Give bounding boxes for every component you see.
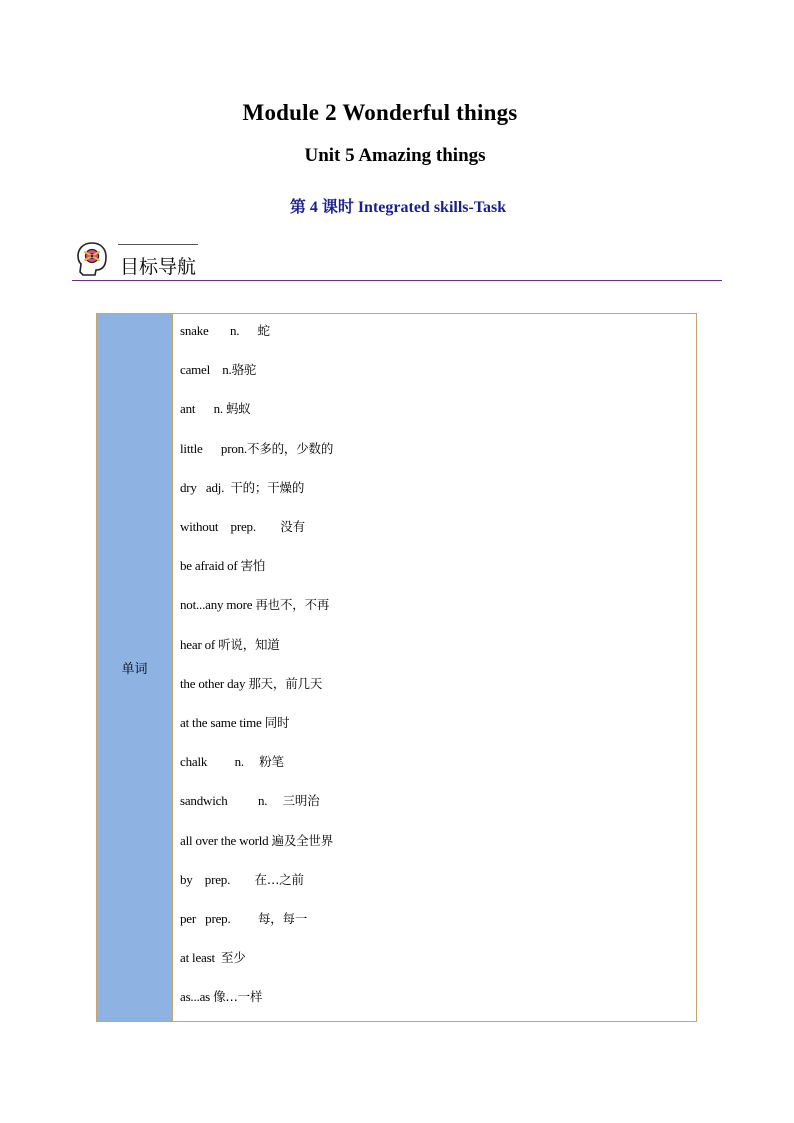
vocabulary-word: by prep. (180, 871, 255, 887)
vocabulary-item (180, 831, 333, 851)
vocabulary-word: without prep. (180, 519, 281, 534)
brain-gear-icon (74, 240, 110, 278)
vocabulary-word: not...any more (180, 597, 256, 613)
vocabulary-item (180, 791, 320, 811)
vocabulary-item (180, 713, 289, 733)
vocabulary-item (180, 870, 304, 890)
vocabulary-table (96, 313, 697, 1022)
vocabulary-meaning: 像…一样 (213, 989, 263, 1005)
vocabulary-word: little pron. (180, 440, 248, 456)
vocabulary-meaning: 再也不，不再 (255, 597, 330, 613)
vocabulary-word: at least (180, 950, 221, 966)
section-title: 目标导航 (120, 256, 197, 278)
vocabulary-meaning: 遍及全世界 (271, 832, 334, 848)
vocabulary-item (180, 752, 284, 772)
vocabulary-item (180, 478, 304, 498)
vocabulary-word: sandwich n. (180, 793, 283, 809)
vocabulary-item (180, 439, 333, 459)
vocabulary-word: dry adj. (180, 479, 231, 495)
vocabulary-meaning: 不多的，少数的 (247, 440, 334, 456)
vocabulary-word: be afraid of (180, 558, 241, 574)
vocabulary-item (180, 321, 270, 341)
vocabulary-item (180, 399, 251, 419)
vocabulary-item (180, 674, 322, 694)
vocabulary-meaning: 三明治 (282, 793, 320, 809)
vocabulary-meaning: 粉笔 (259, 754, 284, 770)
section-top-line (118, 244, 198, 245)
vocabulary-item (180, 360, 256, 380)
vocabulary-word: chalk n. (180, 754, 260, 770)
vocabulary-meaning: 蛇 (257, 323, 270, 338)
vocabulary-item (180, 635, 280, 655)
vocabulary-word: all over the world (180, 832, 272, 848)
vocabulary-word: hear of (180, 636, 219, 652)
vocabulary-word: at the same time (180, 715, 265, 730)
vocabulary-meaning: 听说，知道 (218, 636, 280, 652)
vocabulary-item (180, 517, 305, 537)
vocabulary-meaning: 每，每一 (257, 911, 308, 926)
vocabulary-meaning: 害怕 (240, 558, 266, 574)
module-title: Module 2 Wonderful things (242, 100, 518, 125)
section-header (72, 238, 722, 284)
vocabulary-label-cell (97, 314, 173, 1021)
vocabulary-word: snake n. (180, 323, 258, 338)
vocabulary-label: 单词 (121, 662, 148, 677)
vocabulary-item (180, 595, 329, 615)
vocabulary-meaning: 蚂蚁 (225, 401, 251, 417)
vocabulary-word: per prep. (180, 911, 258, 926)
section-divider (72, 280, 722, 281)
vocabulary-meaning: 没有 (280, 519, 305, 534)
vocabulary-meaning: 干的；干燥的 (230, 479, 305, 495)
lesson-title: 第 4 课时 Integrated skills-Task (289, 199, 507, 216)
vocabulary-meaning: 那天，前几天 (248, 675, 323, 691)
vocabulary-word: the other day (180, 675, 249, 691)
vocabulary-item (180, 909, 307, 929)
vocabulary-meaning: 同时 (264, 715, 290, 730)
vocabulary-item (180, 987, 262, 1007)
vocabulary-meaning: 至少 (220, 950, 246, 966)
vocabulary-word: ant n. (180, 401, 226, 417)
vocabulary-item (180, 948, 246, 968)
vocabulary-meaning: 在…之前 (254, 871, 304, 887)
vocabulary-meaning: 骆驼 (231, 362, 257, 378)
vocabulary-word: as...as (180, 989, 214, 1005)
vocabulary-item (180, 556, 265, 576)
vocabulary-word: camel n. (180, 362, 232, 378)
vocabulary-list (173, 314, 696, 1021)
unit-title: Unit 5 Amazing things (304, 145, 486, 166)
